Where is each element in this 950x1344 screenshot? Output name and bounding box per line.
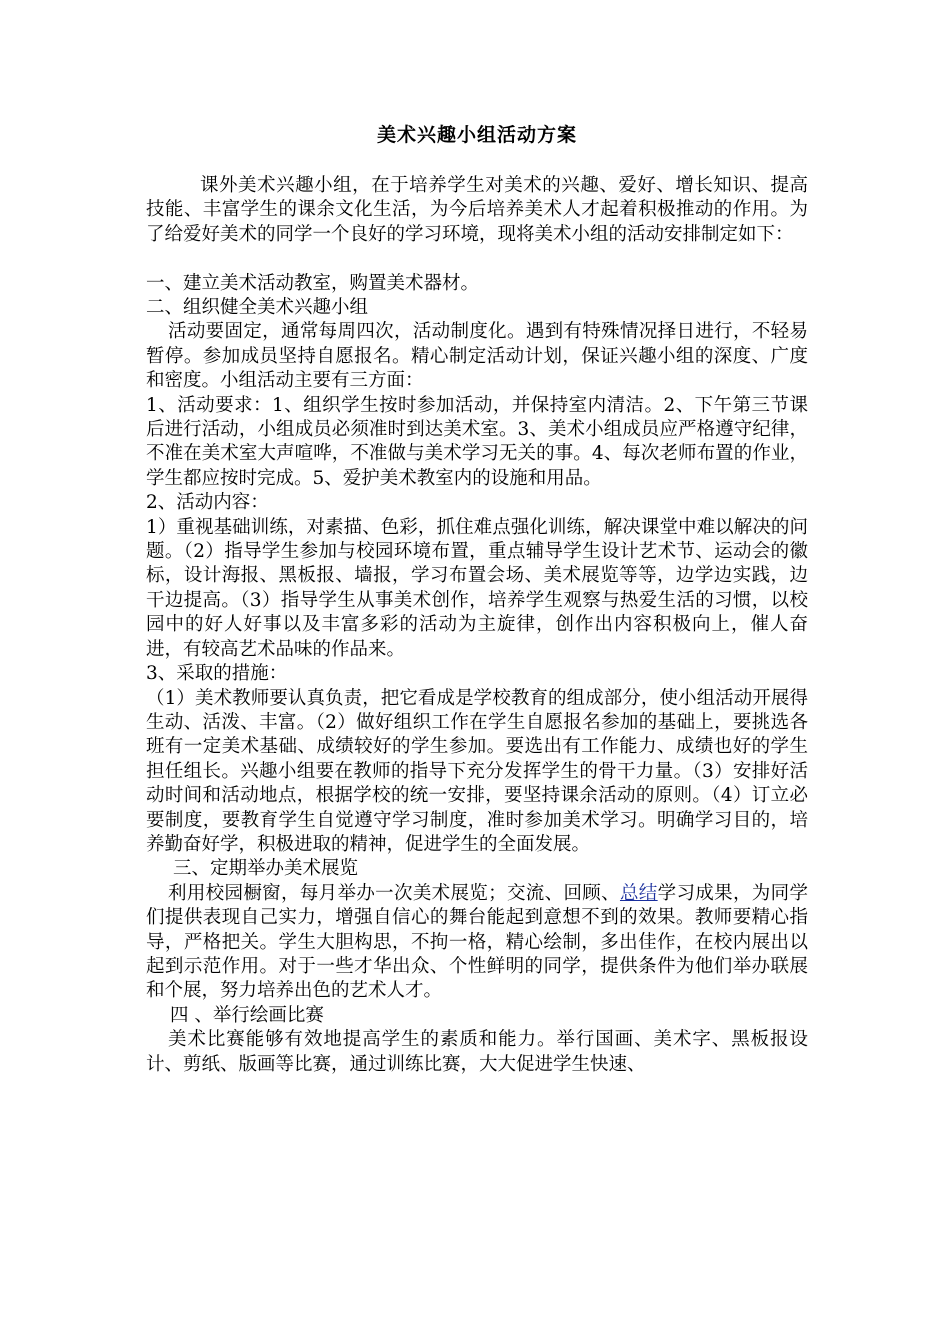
summary-link[interactable]: 总结 — [619, 882, 658, 904]
section-2-paragraph: 活动要固定，通常每周四次，活动制度化。遇到有特殊情况择日进行，不轻易暂停。参加成员坚持自愿报名。精心制定活动计划，保证兴趣小组的深度、广度和密度。小组活动主要有三方面： — [146, 321, 808, 392]
section-3-paragraph — [146, 882, 808, 1004]
document-title: 美术兴趣小组活动方案 — [376, 124, 577, 146]
section-2-heading: 二、组织健全美术兴趣小组 — [146, 297, 369, 319]
section-2-item-1: 1、活动要求：1、组织学生按时参加活动，并保持室内清洁。2、下午第三节课后进行活动，小组成员必须准时到达美术室。3、美术小组成员应严格遵守纪律，不准在美术室大声喧哗，不准做与美术学习无关的事。4、每次老师布置的作业，学生都应按时完成。5、爱护美术教室内的设施和用品。 — [146, 394, 808, 489]
section-2-item-3-heading: 3、采取的措施： — [146, 663, 288, 685]
intro-paragraph: 课外美术兴趣小组，在于培养学生对美术的兴趣、爱好、增长知识、提高技能、丰富学生的课余文化生活，为今后培养美术人才起着积极推动的作用。为了给爱好美术的同学一个良好的学习环境，现将美术小组的活动安排制定如下： — [146, 175, 808, 245]
section-2-item-2-body: 1）重视基础训练，对素描、色彩，抓住难点强化训练，解决课堂中难以解决的问题。（2）指导学生参加与校园环境布置，重点辅导学生设计艺术节、运动会的徽标，设计海报、黑板报、墙报，学习布置会场、美术展览等等，边学边实践，边干边提高。（3）指导学生从事美术创作，培养学生观察与热爱生活的习惯，以校园中的好人好事以及丰富多彩的活动为主旋律，创作出内容积极向上，催人奋进，有较高艺术品味的作品来。 — [146, 516, 808, 660]
section-3-text-before-link: 利用校园橱窗，每月举办一次美术展览；交流、回顾、 — [168, 882, 620, 904]
section-3-heading: 三、定期举办美术展览 — [173, 858, 359, 880]
section-2-item-3-body: （1）美术教师要认真负责，把它看成是学校教育的组成部分，使小组活动开展得生动、活泼、丰富。（2）做好组织工作在学生自愿报名参加的基础上，要挑选各班有一定美术基础、成绩较好的学生参加。要选出有工作能力、成绩也好的学生担任组长。兴趣小组要在教师的指导下充分发挥学生的骨干力量。（3）安排好活动时间和活动地点，根据学校的统一安排，要坚持课余活动的原则。（4）订立必要制度，要教育学生自觉遵守学习制度，准时参加美术学习。明确学习目的，培养勤奋好学，积极进取的精神，促进学生的全面发展。 — [146, 687, 808, 855]
section-2-item-2-heading: 2、活动内容： — [146, 492, 269, 514]
document-page — [146, 120, 808, 1077]
section-3-text-after-link: 学习成果，为同学们提供表现自己实力，增强自信心的舞台能起到意想不到的效果。教师要精心指导，严格把关。学生大胆构思，不拘一格，精心绘制，多出佳作，在校内展出以起到示范作用。对于一些才华出众、个性鲜明的同学，提供条件为他们举办联展和个展，努力培养出色的艺术人才。 — [146, 882, 808, 1002]
blank-line — [146, 247, 808, 271]
section-4-paragraph: 美术比赛能够有效地提高学生的素质和能力。举行国画、美术字、黑板报设计、剪纸、版画等比赛，通过训练比赛，大大促进学生快速、 — [146, 1029, 808, 1075]
section-4-heading: 四 、举行绘画比赛 — [170, 1004, 324, 1026]
section-1-heading: 一、建立美术活动教室，购置美术器材。 — [146, 272, 480, 294]
